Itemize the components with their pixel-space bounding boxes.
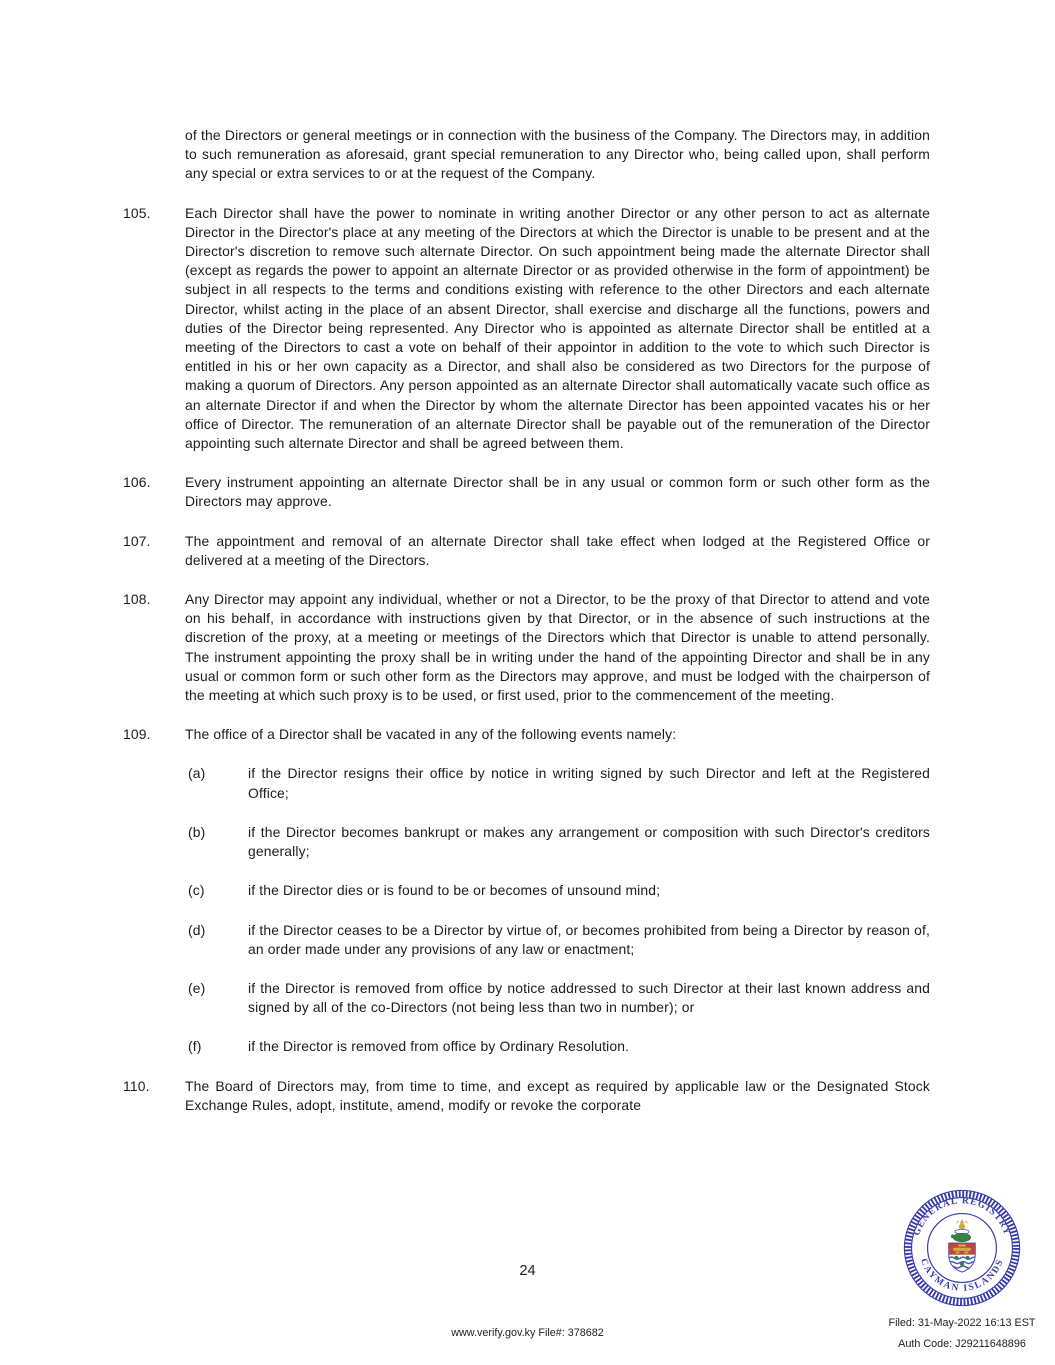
- subitem-letter: (a): [188, 765, 206, 782]
- clause-text: The appointment and removal of an alternate Director shall take effect when lodged at the Registered Office or delivered at a meeting of the Directors.: [185, 532, 930, 568]
- clause-body: [185, 725, 930, 1056]
- verify-line: www.verify.gov.ky File#: 378682: [451, 1327, 604, 1339]
- clause-108: [123, 590, 930, 705]
- intro-paragraph: of the Directors or general meetings or in connection with the business of the Company. The Directors may, in addition to such remuneration as aforesaid, grant special remuneration to any Director who, being called upon, shall perform any special or extra services to or at the request of the Company.: [185, 127, 930, 182]
- subitem-letter: (e): [188, 979, 206, 996]
- clause-105: [123, 204, 930, 454]
- seal-svg: [903, 1189, 1021, 1307]
- clause-body: [185, 1077, 930, 1115]
- clause-number: 105.: [123, 204, 151, 221]
- clause-list: [123, 204, 930, 1115]
- cayman-islands-general-registry-seal-icon: [903, 1189, 1021, 1307]
- clause-text: Each Director shall have the power to nominate in writing another Director or any other person to act as alternate Director in the Director's place at any meeting of the Directors at which the Director is unable to be present and at the Director's discretion to remove such alternate Director. On such appointment being made the alternate Director shall (except as regards the power to appoint an alternate Director or as provided otherwise in the form of appointment) be subject in all respects to the terms and conditions existing with reference to the other Directors and each alternate Director, whilst acting in the place of an absent Director, shall exercise and discharge all the functions, powers and duties of the Director being represented. Any Director who is appointed as alternate Director shall be entitled at a meeting of the Directors to cast a vote on behalf of their appointor in addition to the vote to which such Director is entitled in his or her own capacity as a Director, and shall also be considered as two Directors for the purpose of making a quorum of Directors. Any person appointed as an alternate Director shall automatically vacate such office as an alternate Director if and when the Director by whom the alternate Director has been appointed vacates his or her office of Director. The remuneration of an alternate Director shall be payable out of the remuneration of the Director appointing such alternate Director and shall be agreed between them.: [185, 204, 930, 452]
- clause-text: The office of a Director shall be vacated in any of the following events namely:: [185, 726, 677, 743]
- clause-106: [123, 473, 930, 511]
- filed-date: Filed: 31-May-2022 16:13 EST: [888, 1317, 1036, 1329]
- clause-107: [123, 532, 930, 570]
- subitem-text: if the Director is removed from office by Ordinary Resolution.: [248, 1038, 630, 1055]
- subitem-text: if the Director becomes bankrupt or makes any arrangement or composition with such Director's creditors generally;: [248, 823, 930, 860]
- subitem-letter: (d): [188, 921, 206, 938]
- subitem-text: if the Director dies or is found to be or becomes of unsound mind;: [248, 882, 661, 899]
- seal-bottom-text: CAYMAN ISLANDS: [917, 1257, 1007, 1294]
- clause-body: [185, 473, 930, 511]
- clause-110: [123, 1077, 930, 1115]
- clause-text: Any Director may appoint any individual, whether or not a Director, to be the proxy of that Director to attend and vote on his behalf, in accordance with instructions given by that Director, or in the absence of such instructions at the discretion of the proxy, at a meeting or meetings of the Directors which that Director is unable to attend personally. The instrument appointing the proxy shall be in writing under the hand of the appointing Director and shall be in any usual or common form or such other form as the Directors may approve, and must be lodged with the chairperson of the meeting at which such proxy is to be used, or first used, prior to the commencement of the meeting.: [185, 591, 930, 704]
- subitem-text: if the Director ceases to be a Director by virtue of, or becomes prohibited from being a Director by reason of, an order made under any provisions of any law or enactment;: [248, 921, 930, 957]
- subitem-c: [185, 881, 930, 900]
- document-content: [123, 126, 930, 1115]
- clause-subitems: [185, 764, 930, 1056]
- clause-body: [185, 204, 930, 454]
- clause-109: [123, 725, 930, 1056]
- subitem-letter: (f): [188, 1038, 202, 1055]
- clause-text: Every instrument appointing an alternate Director shall be in any usual or common form or such other form as the Directors may approve.: [185, 474, 930, 510]
- subitem-d: [185, 921, 930, 959]
- coat-of-arms-icon: [949, 1219, 978, 1272]
- clause-number: 110.: [123, 1077, 150, 1094]
- subitem-b: [185, 823, 930, 861]
- subitem-e: [185, 979, 930, 1017]
- clause-number: 107.: [123, 532, 151, 549]
- seal-top-text: GENERAL REGISTRY: [912, 1196, 1012, 1238]
- page-number: 24: [519, 1263, 536, 1279]
- subitem-text: if the Director is removed from office by notice addressed to such Director at their last known address and signed by all of the co-Directors (not being less than two in number); or: [248, 979, 930, 1016]
- clause-number: 106.: [123, 474, 151, 491]
- clause-body: [185, 590, 930, 705]
- subitem-letter: (b): [188, 823, 206, 840]
- subitem-letter: (c): [188, 882, 205, 899]
- subitem-f: [185, 1037, 930, 1056]
- subitem-text: if the Director resigns their office by notice in writing signed by such Director and left at the Registered Office;: [248, 765, 930, 801]
- clause-number: 108.: [123, 591, 151, 608]
- auth-code: Auth Code: J29211648896: [898, 1338, 1026, 1350]
- clause-text: The Board of Directors may, from time to time, and except as required by applicable law or the Designated Stock Exchange Rules, adopt, institute, amend, modify or revoke the corporate: [185, 1077, 930, 1113]
- subitem-a: [185, 764, 930, 802]
- clause-body: [185, 532, 930, 570]
- clause-number: 109.: [123, 726, 151, 743]
